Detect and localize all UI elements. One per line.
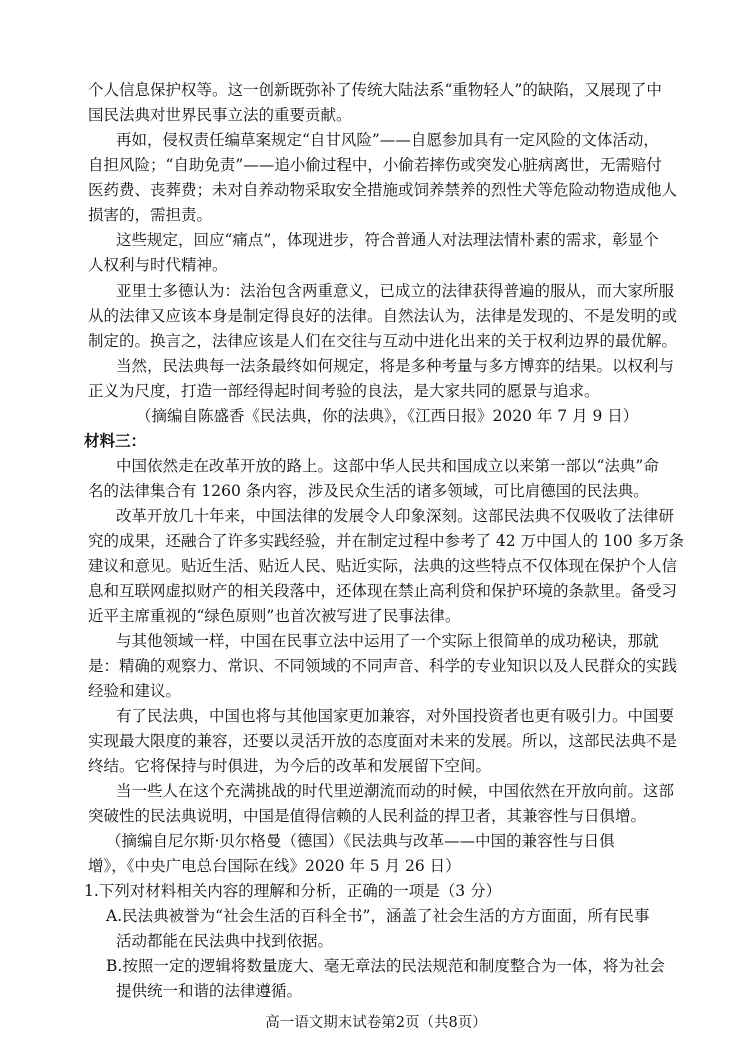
text-line: 经验和建议。: [88, 682, 182, 700]
question-1: [0, 879, 752, 904]
text-line: 正义为尺度，打造一部经得起时间考验的良法，是大家共同的愿景与追求。: [88, 382, 600, 400]
text-line: 突破性的民法典说明，中国是值得信赖的人民利益的捍卫者，其兼容性与日俱增。: [88, 807, 647, 825]
material2-paragraph-2: [0, 128, 752, 228]
material2-paragraph-1: [0, 78, 752, 128]
material3-heading: [0, 429, 752, 454]
text-line: 这些规定，回应“痛点”，体现进步，符合普通人对法理法情朴素的需求，彰显个: [116, 231, 659, 249]
text-line: 有了民法典，中国也将与其他国家更加兼容，对外国投资者也更有吸引力。中国要: [116, 707, 675, 725]
text-line: 当然，民法典每一法条最终如何规定，将是多种考量与多方博弈的结果。以权利与: [116, 357, 675, 375]
material3-paragraph-4: [0, 704, 752, 779]
source-citation: 增》，《中央广电总台国际在线》2020 年 5 月 26 日）: [88, 857, 461, 875]
source-citation: （摘编自陈盛香《民法典，你的法典》，《江西日报》2020 年 7 月 9 日）: [136, 407, 639, 425]
material2-paragraph-3: [0, 228, 752, 278]
text-line: 制定的。换言之，法律应该是人们在交往与互动中进化出来的关于权利边界的最优解。: [88, 332, 678, 350]
question-1-option-a: [0, 904, 752, 954]
option-line: 活动都能在民法典中找到依据。: [116, 932, 334, 950]
question-stem: 1.下列对材料相关内容的理解和分析，正确的一项是（3 分）: [84, 882, 502, 900]
text-line: 再如，侵权责任编草案规定“自甘风险”——自愿参加具有一定风险的文体活动，: [116, 131, 659, 149]
text-line: 建议和意见。贴近生活、贴近人民、贴近实际，法典的这些特点不仅体现在保护个人信: [88, 557, 678, 575]
text-line: 自担风险；“自助免责”——追小偷过程中，小偷若摔伤或突发心脏病离世，无需赔付: [88, 156, 662, 174]
text-line: 息和互联网虚拟财产的相关段落中，还体现在禁止高利贷和保护环境的条款里。备受习: [88, 582, 678, 600]
material3-source: [0, 829, 752, 879]
text-line: 终结。它将保持与时俱进，为今后的改革和发展留下空间。: [88, 757, 492, 775]
text-line: 人权利与时代精神。: [88, 256, 228, 274]
material2-paragraph-4: [0, 279, 752, 354]
text-line: 究的成果，还融合了许多实践经验，并在制定过程中参考了 42 万中国人的 100 多万条: [88, 532, 685, 550]
material3-paragraph-2: [0, 504, 752, 629]
option-line: B.按照一定的逻辑将数量庞大、毫无章法的民法规范和制度整合为一体，将为社会: [106, 957, 665, 975]
material3-paragraph-5: [0, 779, 752, 829]
material3-paragraph-3: [0, 629, 752, 704]
text-line: 是：精确的观察力、常识、不同领域的不同声音、科学的专业知识以及人民群众的实践: [88, 657, 678, 675]
option-line: A.民法典被誉为“社会生活的百科全书”，涵盖了社会生活的方方面面，所有民事: [106, 907, 650, 925]
text-line: 医药费、丧葬费；未对自养动物采取安全措施或饲养禁养的烈性犬等危险动物造成他人: [88, 181, 678, 199]
option-line: 提供统一和谐的法律遵循。: [116, 982, 303, 1000]
text-line: 损害的，需担责。: [88, 206, 213, 224]
text-line: 个人信息保护权等。这一创新既弥补了传统大陆法系“重物轻人”的缺陷，又展现了中: [88, 81, 662, 99]
text-line: 名的法律集合有 1260 条内容，涉及民众生活的诸多领域，可比肩德国的民法典。: [88, 482, 649, 500]
text-line: 从的法律又应该本身是制定得良好的法律。自然法认为，法律是发现的、不是发明的或: [88, 307, 678, 325]
source-citation: （摘编自尼尔斯·贝尔格曼（德国）《民法典与改革——中国的兼容性与日俱: [106, 832, 615, 850]
material2-paragraph-5: [0, 354, 752, 404]
text-line: 当一些人在这个充满挑战的时代里逆潮流而动的时候，中国依然在开放向前。这部: [116, 782, 675, 800]
page-footer: 高一语文期末试卷第2页（共8页）: [265, 1015, 487, 1031]
text-line: 与其他领域一样，中国在民事立法中运用了一个实际上很简单的成功秘诀，那就: [116, 632, 659, 650]
question-1-option-b: [0, 954, 752, 1004]
text-line: 亚里士多德认为：法治包含两重意义，已成立的法律获得普遍的服从，而大家所服: [116, 282, 675, 300]
text-line: 国民法典对世界民事立法的重要贡献。: [88, 106, 352, 124]
text-line: 改革开放几十年来，中国法律的发展令人印象深刻。这部民法典不仅吸收了法律研: [116, 507, 675, 525]
material3-paragraph-1: [0, 454, 752, 504]
text-line: 近平主席重视的“绿色原则”也首次被写进了民事法律。: [88, 607, 461, 625]
text-line: 中国依然走在改革开放的路上。这部中华人民共和国成立以来第一部以“法典”命: [116, 457, 659, 475]
text-line: 实现最大限度的兼容，还要以灵活开放的态度面对未来的发展。所以，这部民法典不是: [88, 732, 678, 750]
material2-source: [0, 404, 752, 429]
section-heading: 材料三：: [84, 432, 147, 450]
